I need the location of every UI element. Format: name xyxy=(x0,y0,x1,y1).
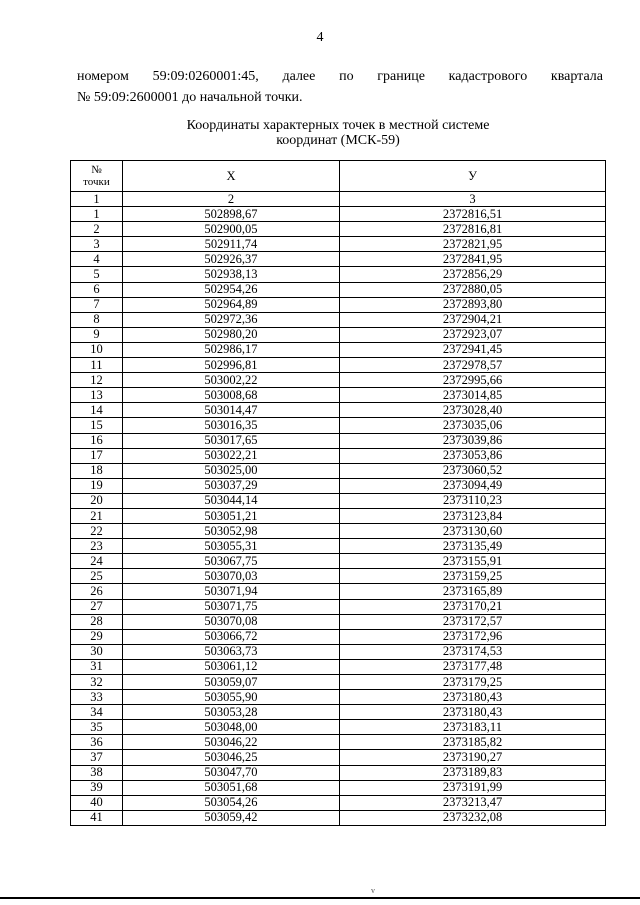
table-row xyxy=(71,720,606,735)
point-number-cell: 3 xyxy=(71,237,123,252)
header-point-number xyxy=(71,161,123,192)
table-row xyxy=(71,659,606,674)
x-coordinate-cell: 503071,94 xyxy=(122,584,339,599)
x-coordinate-cell: 503025,00 xyxy=(122,463,339,478)
header-y: У xyxy=(340,161,606,192)
x-coordinate-cell: 503054,26 xyxy=(122,795,339,810)
coordinates-table-body xyxy=(71,207,606,826)
table-row xyxy=(71,705,606,720)
point-number-cell: 1 xyxy=(71,207,123,222)
y-coordinate-cell: 2373179,25 xyxy=(340,675,606,690)
table-row xyxy=(71,569,606,584)
header-point-label: точки xyxy=(83,176,110,188)
point-number-cell: 24 xyxy=(71,554,123,569)
y-coordinate-cell: 2372821,95 xyxy=(340,237,606,252)
table-index-row xyxy=(71,192,606,207)
point-number-cell: 39 xyxy=(71,780,123,795)
x-coordinate-cell: 503053,28 xyxy=(122,705,339,720)
point-number-cell: 12 xyxy=(71,373,123,388)
y-coordinate-cell: 2372856,29 xyxy=(340,267,606,282)
y-coordinate-cell: 2373180,43 xyxy=(340,705,606,720)
point-number-cell: 35 xyxy=(71,720,123,735)
table-row xyxy=(71,735,606,750)
y-coordinate-cell: 2373170,21 xyxy=(340,599,606,614)
y-coordinate-cell: 2372923,07 xyxy=(340,327,606,342)
y-coordinate-cell: 2373190,27 xyxy=(340,750,606,765)
index-cell-3: 3 xyxy=(340,192,606,207)
x-coordinate-cell: 503002,22 xyxy=(122,373,339,388)
table-row xyxy=(71,207,606,222)
table-row xyxy=(71,237,606,252)
x-coordinate-cell: 503051,21 xyxy=(122,508,339,523)
x-coordinate-cell: 503067,75 xyxy=(122,554,339,569)
x-coordinate-cell: 503063,73 xyxy=(122,644,339,659)
x-coordinate-cell: 503014,47 xyxy=(122,403,339,418)
y-coordinate-cell: 2373172,96 xyxy=(340,629,606,644)
point-number-cell: 17 xyxy=(71,448,123,463)
y-coordinate-cell: 2372904,21 xyxy=(340,312,606,327)
table-row xyxy=(71,629,606,644)
x-coordinate-cell: 503059,07 xyxy=(122,675,339,690)
point-number-cell: 27 xyxy=(71,599,123,614)
y-coordinate-cell: 2373159,25 xyxy=(340,569,606,584)
y-coordinate-cell: 2372941,45 xyxy=(340,342,606,357)
x-coordinate-cell: 503037,29 xyxy=(122,478,339,493)
point-number-cell: 29 xyxy=(71,629,123,644)
y-coordinate-cell: 2372816,51 xyxy=(340,207,606,222)
x-coordinate-cell: 503048,00 xyxy=(122,720,339,735)
point-number-cell: 40 xyxy=(71,795,123,810)
x-coordinate-cell: 503047,70 xyxy=(122,765,339,780)
x-coordinate-cell: 502898,67 xyxy=(122,207,339,222)
x-coordinate-cell: 503046,25 xyxy=(122,750,339,765)
table-title-line-2: координат (МСК-59) xyxy=(276,133,400,148)
y-coordinate-cell: 2373028,40 xyxy=(340,403,606,418)
y-coordinate-cell: 2373060,52 xyxy=(340,463,606,478)
y-coordinate-cell: 2373039,86 xyxy=(340,433,606,448)
coordinates-table xyxy=(70,160,606,826)
point-number-cell: 21 xyxy=(71,508,123,523)
y-coordinate-cell: 2373123,84 xyxy=(340,508,606,523)
x-coordinate-cell: 503059,42 xyxy=(122,810,339,825)
point-number-cell: 15 xyxy=(71,418,123,433)
table-row xyxy=(71,418,606,433)
point-number-cell: 22 xyxy=(71,524,123,539)
x-coordinate-cell: 503017,65 xyxy=(122,433,339,448)
x-coordinate-cell: 503071,75 xyxy=(122,599,339,614)
bottom-rule xyxy=(0,897,640,899)
table-row xyxy=(71,403,606,418)
y-coordinate-cell: 2373094,49 xyxy=(340,478,606,493)
y-coordinate-cell: 2373130,60 xyxy=(340,524,606,539)
point-number-cell: 20 xyxy=(71,493,123,508)
table-row xyxy=(71,433,606,448)
y-coordinate-cell: 2373110,23 xyxy=(340,493,606,508)
x-coordinate-cell: 503046,22 xyxy=(122,735,339,750)
point-number-cell: 6 xyxy=(71,282,123,297)
x-coordinate-cell: 502926,37 xyxy=(122,252,339,267)
table-row xyxy=(71,539,606,554)
x-coordinate-cell: 502996,81 xyxy=(122,358,339,373)
index-cell-1: 1 xyxy=(71,192,123,207)
y-coordinate-cell: 2373180,43 xyxy=(340,690,606,705)
header-x: Х xyxy=(122,161,339,192)
point-number-cell: 33 xyxy=(71,690,123,705)
y-coordinate-cell: 2373014,85 xyxy=(340,388,606,403)
index-cell-2: 2 xyxy=(122,192,339,207)
y-coordinate-cell: 2373155,91 xyxy=(340,554,606,569)
y-coordinate-cell: 2372995,66 xyxy=(340,373,606,388)
table-row xyxy=(71,584,606,599)
x-coordinate-cell: 502954,26 xyxy=(122,282,339,297)
y-coordinate-cell: 2373232,08 xyxy=(340,810,606,825)
y-coordinate-cell: 2373035,06 xyxy=(340,418,606,433)
point-number-cell: 8 xyxy=(71,312,123,327)
table-row xyxy=(71,222,606,237)
table-row xyxy=(71,508,606,523)
table-row xyxy=(71,644,606,659)
point-number-cell: 26 xyxy=(71,584,123,599)
point-number-cell: 13 xyxy=(71,388,123,403)
page-number: 4 xyxy=(316,30,324,45)
table-row xyxy=(71,267,606,282)
table-row xyxy=(71,478,606,493)
x-coordinate-cell: 503055,90 xyxy=(122,690,339,705)
point-number-cell: 18 xyxy=(71,463,123,478)
table-row xyxy=(71,750,606,765)
point-number-cell: 16 xyxy=(71,433,123,448)
x-coordinate-cell: 503055,31 xyxy=(122,539,339,554)
x-coordinate-cell: 503070,03 xyxy=(122,569,339,584)
table-row xyxy=(71,252,606,267)
table-header-row xyxy=(71,161,606,192)
table-row xyxy=(71,342,606,357)
x-coordinate-cell: 502980,20 xyxy=(122,327,339,342)
point-number-cell: 25 xyxy=(71,569,123,584)
table-title xyxy=(0,118,640,148)
table-row xyxy=(71,690,606,705)
point-number-cell: 38 xyxy=(71,765,123,780)
table-row xyxy=(71,599,606,614)
point-number-cell: 2 xyxy=(71,222,123,237)
y-coordinate-cell: 2373135,49 xyxy=(340,539,606,554)
point-number-cell: 4 xyxy=(71,252,123,267)
intro-paragraph xyxy=(77,66,603,108)
table-row xyxy=(71,327,606,342)
y-coordinate-cell: 2373172,57 xyxy=(340,614,606,629)
table-row xyxy=(71,675,606,690)
point-number-cell: 30 xyxy=(71,644,123,659)
point-number-cell: 14 xyxy=(71,403,123,418)
x-coordinate-cell: 502900,05 xyxy=(122,222,339,237)
table-row xyxy=(71,463,606,478)
x-coordinate-cell: 502938,13 xyxy=(122,267,339,282)
intro-line-2: № 59:09:2600001 до начальной точки. xyxy=(77,90,303,105)
x-coordinate-cell: 503044,14 xyxy=(122,493,339,508)
y-coordinate-cell: 2373177,48 xyxy=(340,659,606,674)
y-coordinate-cell: 2373053,86 xyxy=(340,448,606,463)
table-row xyxy=(71,780,606,795)
point-number-cell: 11 xyxy=(71,358,123,373)
table-row xyxy=(71,765,606,780)
x-coordinate-cell: 503051,68 xyxy=(122,780,339,795)
point-number-cell: 32 xyxy=(71,675,123,690)
point-number-cell: 10 xyxy=(71,342,123,357)
x-coordinate-cell: 503061,12 xyxy=(122,659,339,674)
y-coordinate-cell: 2372978,57 xyxy=(340,358,606,373)
header-number-sign: № xyxy=(91,164,102,176)
point-number-cell: 9 xyxy=(71,327,123,342)
point-number-cell: 5 xyxy=(71,267,123,282)
table-row xyxy=(71,388,606,403)
x-coordinate-cell: 502911,74 xyxy=(122,237,339,252)
x-coordinate-cell: 503070,08 xyxy=(122,614,339,629)
table-row xyxy=(71,795,606,810)
x-coordinate-cell: 502986,17 xyxy=(122,342,339,357)
table-row xyxy=(71,810,606,825)
y-coordinate-cell: 2373183,11 xyxy=(340,720,606,735)
y-coordinate-cell: 2372841,95 xyxy=(340,252,606,267)
x-coordinate-cell: 503052,98 xyxy=(122,524,339,539)
point-number-cell: 36 xyxy=(71,735,123,750)
point-number-cell: 34 xyxy=(71,705,123,720)
point-number-cell: 19 xyxy=(71,478,123,493)
x-coordinate-cell: 503008,68 xyxy=(122,388,339,403)
table-row xyxy=(71,524,606,539)
point-number-cell: 7 xyxy=(71,297,123,312)
x-coordinate-cell: 503066,72 xyxy=(122,629,339,644)
y-coordinate-cell: 2372880,05 xyxy=(340,282,606,297)
point-number-cell: 31 xyxy=(71,659,123,674)
x-coordinate-cell: 503016,35 xyxy=(122,418,339,433)
x-coordinate-cell: 503022,21 xyxy=(122,448,339,463)
table-row xyxy=(71,493,606,508)
table-row xyxy=(71,614,606,629)
x-coordinate-cell: 502972,36 xyxy=(122,312,339,327)
table-row xyxy=(71,282,606,297)
table-row xyxy=(71,312,606,327)
table-row xyxy=(71,554,606,569)
table-row xyxy=(71,297,606,312)
footer-mark: v xyxy=(371,886,375,895)
table-row xyxy=(71,358,606,373)
y-coordinate-cell: 2372893,80 xyxy=(340,297,606,312)
table-row xyxy=(71,373,606,388)
y-coordinate-cell: 2372816,81 xyxy=(340,222,606,237)
y-coordinate-cell: 2373189,83 xyxy=(340,765,606,780)
point-number-cell: 23 xyxy=(71,539,123,554)
y-coordinate-cell: 2373185,82 xyxy=(340,735,606,750)
y-coordinate-cell: 2373165,89 xyxy=(340,584,606,599)
table-title-line-1: Координаты характерных точек в местной системе xyxy=(186,118,490,133)
point-number-cell: 37 xyxy=(71,750,123,765)
y-coordinate-cell: 2373174,53 xyxy=(340,644,606,659)
y-coordinate-cell: 2373213,47 xyxy=(340,795,606,810)
table-row xyxy=(71,448,606,463)
point-number-cell: 28 xyxy=(71,614,123,629)
intro-line-1: номером 59:09:0260001:45, далее по границе кадастрового квартала xyxy=(77,69,603,84)
y-coordinate-cell: 2373191,99 xyxy=(340,780,606,795)
point-number-cell: 41 xyxy=(71,810,123,825)
x-coordinate-cell: 502964,89 xyxy=(122,297,339,312)
